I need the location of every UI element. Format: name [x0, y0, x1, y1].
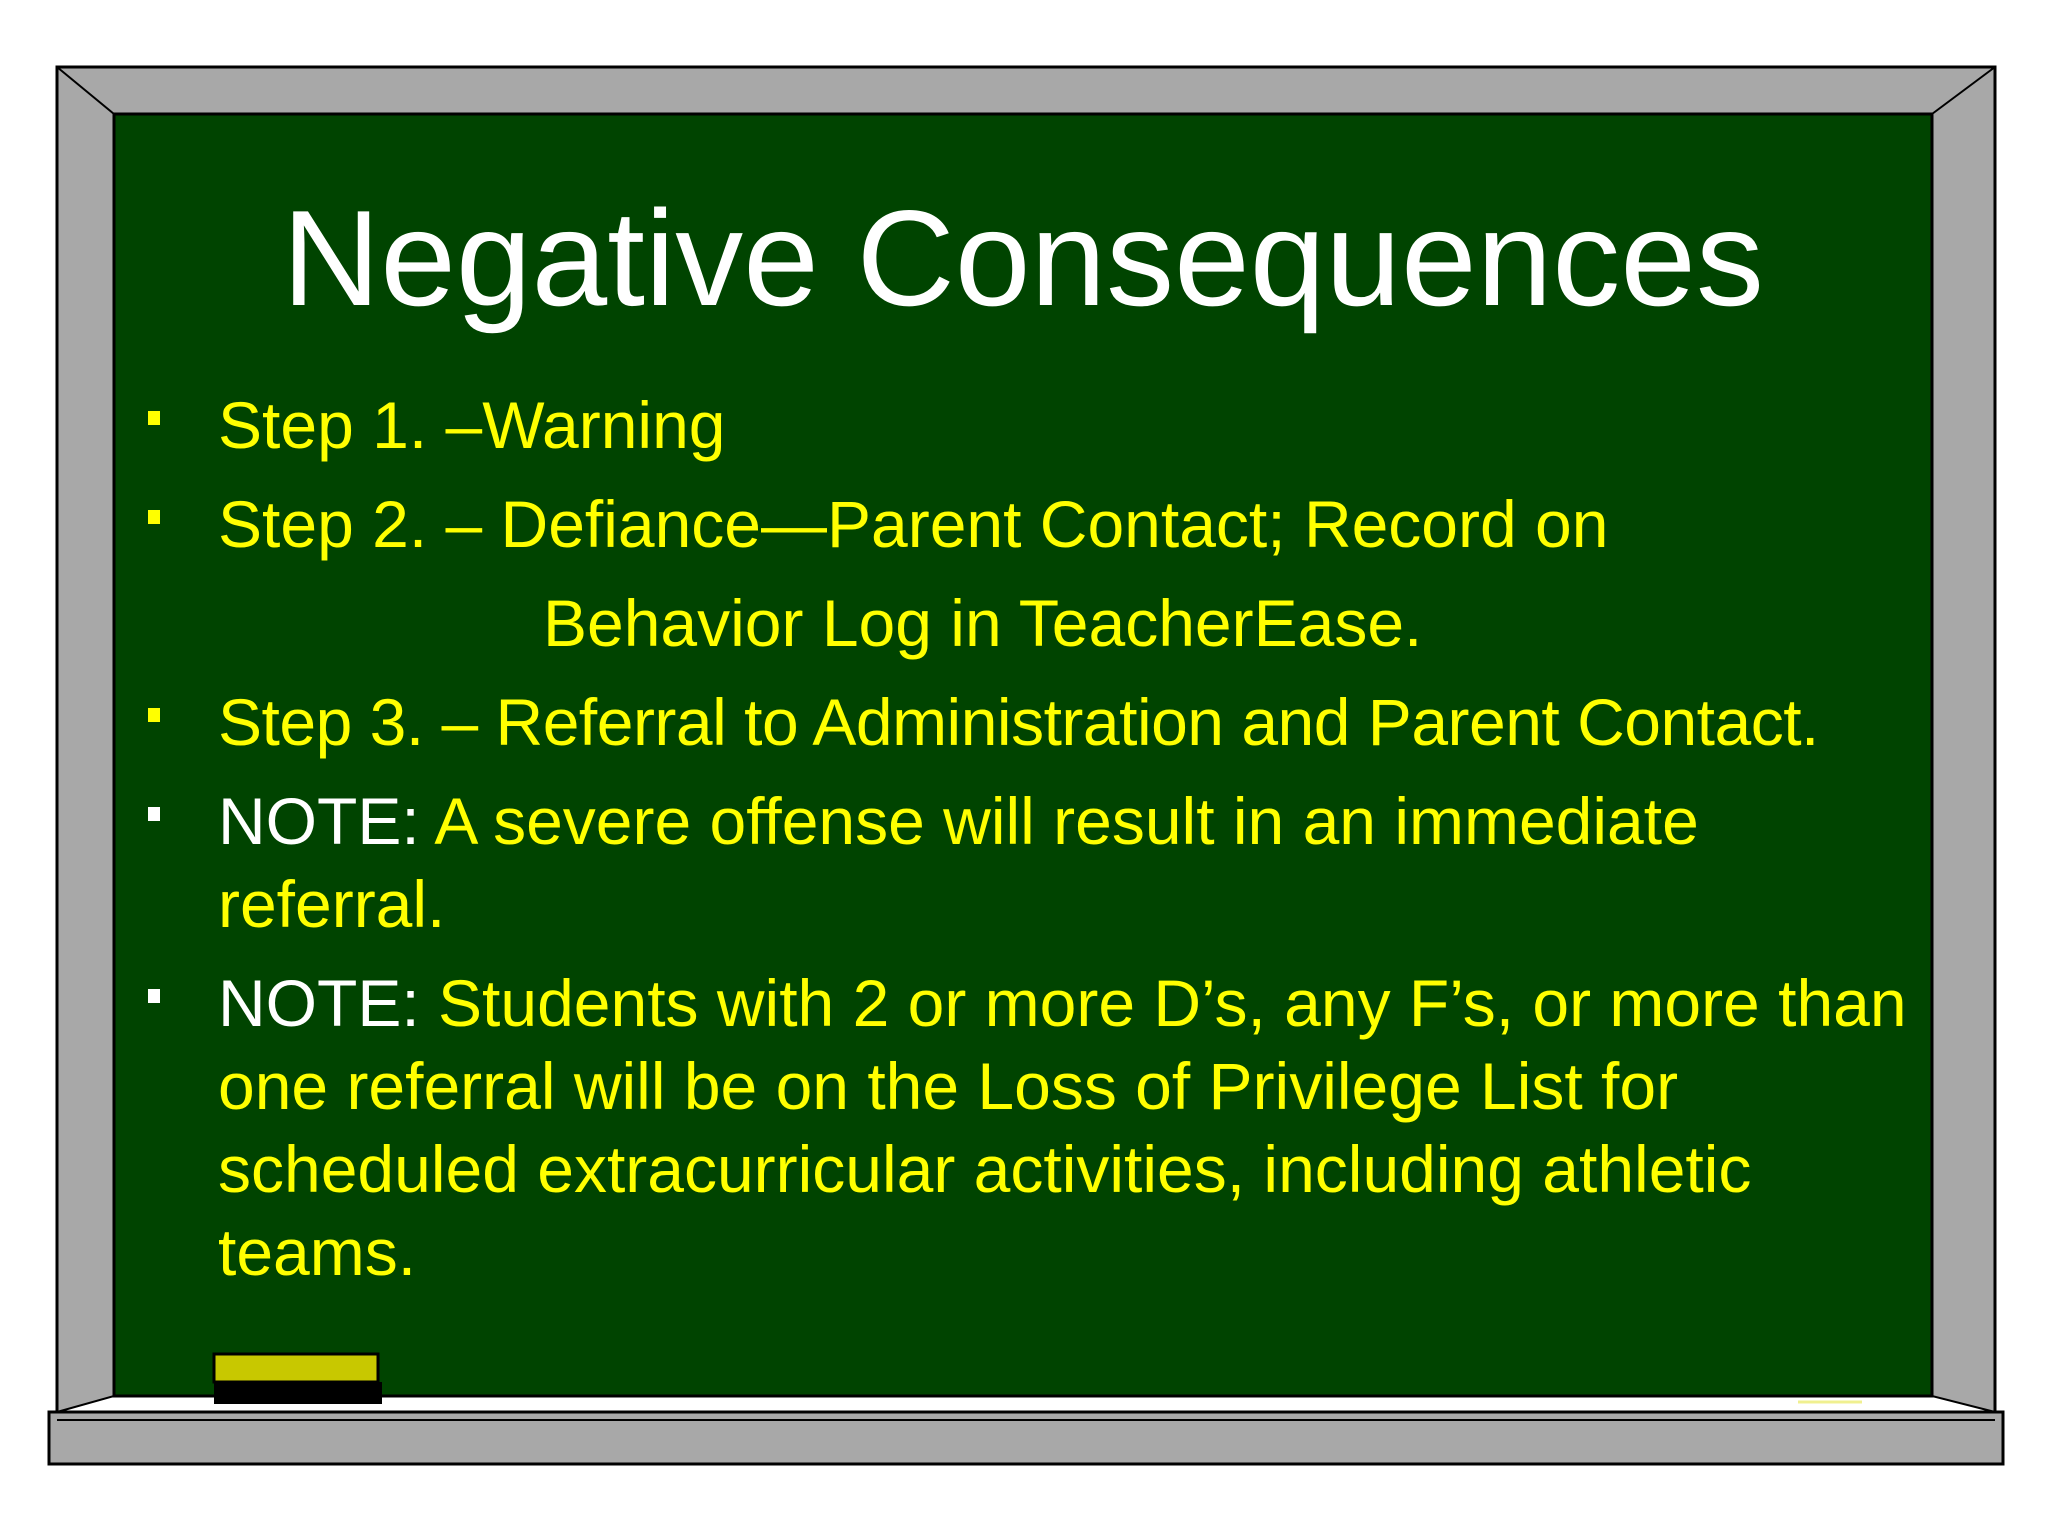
bullet-text: Step 3. – Referral to Administration and Parent Contact. [218, 685, 1819, 759]
square-bullet-icon [148, 989, 160, 1003]
bullet-list [114, 384, 1932, 1310]
square-bullet-icon [148, 411, 160, 425]
square-bullet-icon [148, 807, 160, 821]
note-label: NOTE: [218, 784, 420, 858]
bullet-step-2 [114, 483, 1932, 665]
bullet-step-3 [114, 681, 1932, 764]
slide-content [114, 114, 1932, 1396]
bullet-note-2 [114, 962, 1932, 1294]
square-bullet-icon [148, 510, 160, 524]
bullet-text: Step 1. –Warning [218, 388, 726, 462]
bullet-continuation: Behavior Log in TeacherEase. [543, 586, 1423, 660]
bullet-text: Step 2. – Defiance—Parent Contact; Record on [218, 487, 1609, 561]
square-bullet-icon [148, 708, 160, 722]
note-label: NOTE: [218, 966, 420, 1040]
bullet-note-1 [114, 780, 1932, 946]
bullet-text: A severe offense will result in an immediate referral. [218, 784, 1699, 941]
bullet-text: Students with 2 or more D’s, any F’s, or more than one referral will be on the Loss of Privilege List for scheduled extracurricular activities, including athletic teams. [218, 966, 1907, 1289]
slide-title: Negative Consequences [282, 182, 1764, 334]
bullet-step-1 [114, 384, 1932, 467]
